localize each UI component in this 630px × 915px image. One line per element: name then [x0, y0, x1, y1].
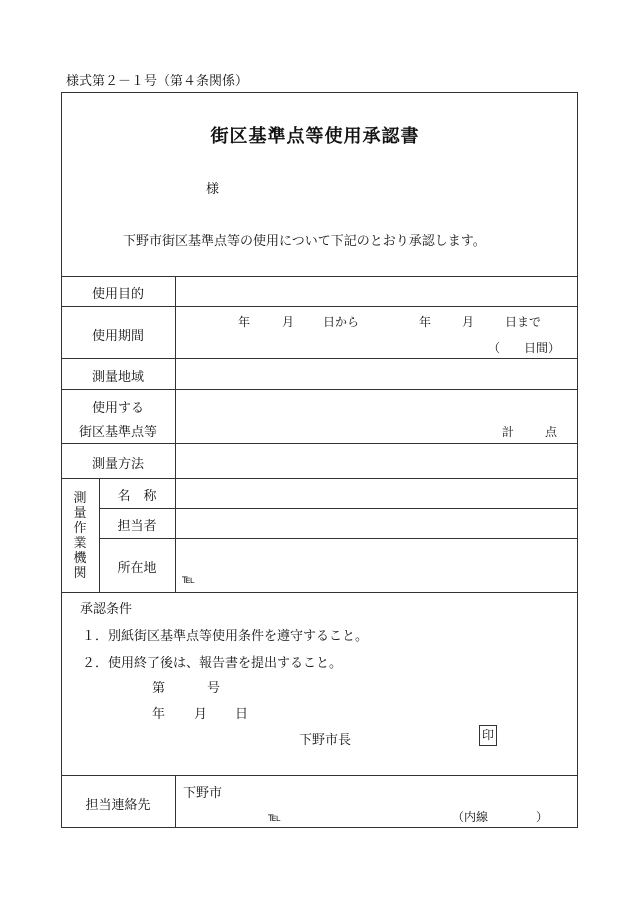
issuer-name: 下野市長 [299, 733, 352, 748]
period-year-2: 年 [419, 315, 432, 329]
period-label: 使用期間 [91, 329, 144, 344]
contact-tel: ℡ [268, 810, 281, 824]
divider [61, 389, 578, 390]
area-label: 測量地域 [91, 370, 144, 385]
date-month: 月 [194, 707, 208, 722]
form-number: 様式第２－１号（第４条関係） [66, 74, 249, 89]
conditions-heading: 承認条件 [80, 602, 133, 617]
divider [61, 775, 578, 776]
number-suffix: 号 [207, 681, 221, 696]
contact-city: 下野市 [183, 786, 223, 801]
org-person-label: 担当者 [117, 519, 157, 534]
divider [61, 276, 578, 277]
points-total: 計 [502, 425, 515, 439]
column-divider [175, 775, 176, 828]
approval-statement: 下野市街区基準点等の使用について下記のとおり承認します。 [123, 234, 486, 249]
points-unit: 点 [545, 425, 558, 439]
period-month-2: 月 [462, 315, 475, 329]
divider [61, 358, 578, 359]
period-year-1: 年 [238, 315, 251, 329]
contact-extension: （内線 ） [452, 810, 549, 824]
period-from: 日から [323, 315, 360, 329]
divider [99, 508, 578, 509]
number-prefix: 第 [152, 681, 166, 696]
purpose-label: 使用目的 [91, 287, 144, 302]
document-title: 街区基準点等使用承認書 [210, 126, 420, 147]
org-name-label: 名 称 [117, 489, 157, 504]
column-divider [175, 276, 176, 592]
points-label-2: 街区基準点等 [78, 425, 157, 440]
divider [61, 478, 578, 479]
seal-mark: 印 [479, 725, 497, 746]
period-days: （ 日間） [488, 341, 561, 355]
organization-label: 測量作業機関 [73, 491, 87, 581]
org-address-label: 所在地 [117, 561, 157, 576]
period-month-1: 月 [282, 315, 295, 329]
date-day: 日 [235, 707, 249, 722]
contact-label: 担当連絡先 [85, 798, 151, 813]
divider [61, 592, 578, 593]
points-label-1: 使用する [91, 401, 144, 416]
condition-1: １．別紙街区基準点等使用条件を遵守すること。 [82, 629, 369, 644]
period-until: 日まで [505, 315, 542, 329]
divider [61, 306, 578, 307]
org-tel: ℡ [182, 572, 195, 586]
divider [61, 443, 578, 444]
condition-2: ２．使用終了後は、報告書を提出すること。 [82, 656, 343, 671]
divider [99, 538, 578, 539]
method-label: 測量方法 [91, 457, 144, 472]
recipient-suffix: 様 [206, 182, 220, 197]
date-year: 年 [152, 707, 166, 722]
